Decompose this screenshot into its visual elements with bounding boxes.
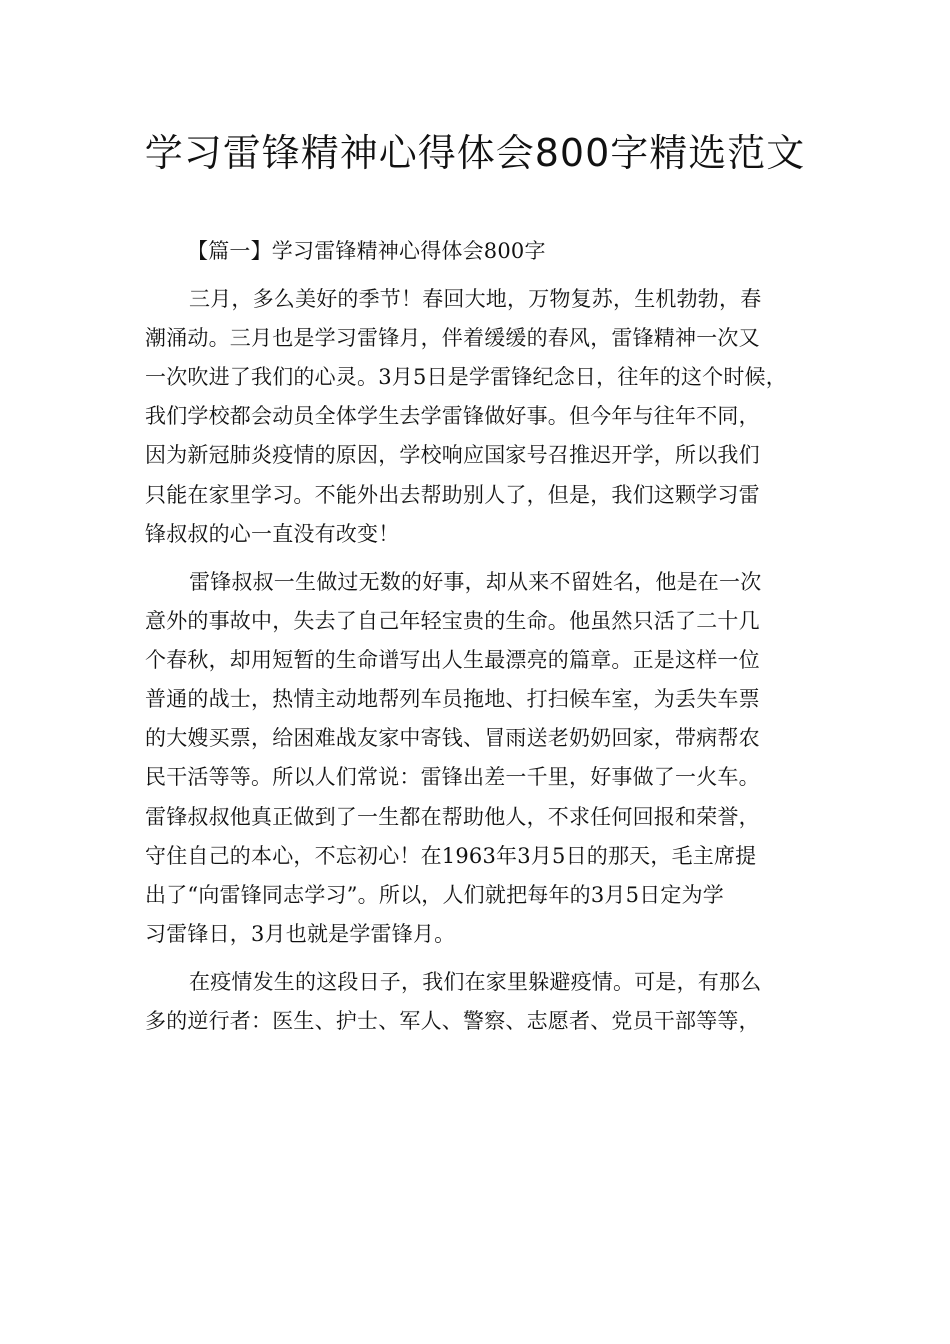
paragraph-line: 潮涌动。三月也是学习雷锋月，伴着缓缓的春风，雷锋精神一次又 [145, 325, 760, 350]
section-heading: 【篇一】学习雷锋精神心得体会800字 [187, 239, 546, 263]
document-title: 学习雷锋精神心得体会800字精选范文 [144, 131, 806, 175]
paragraph-line: 普通的战士，热情主动地帮列车员拖地、打扫候车室，为丢失车票 [145, 687, 760, 712]
paragraph-line: 一次吹进了我们的心灵。3月5日是学雷锋纪念日，往年的这个时候， [145, 365, 787, 390]
paragraph-line: 雷锋叔叔一生做过无数的好事，却从来不留姓名，他是在一次 [189, 569, 762, 594]
paragraph-line: 守住自己的本心，不忘初心！在1963年3月5日的那天，毛主席提 [145, 843, 757, 868]
document-body [145, 232, 813, 1041]
paragraph-line: 意外的事故中，失去了自己年轻宝贵的生命。他虽然只活了二十几 [145, 608, 760, 633]
paragraph-line: 因为新冠肺炎疫情的原因，学校响应国家号召推迟开学，所以我们 [145, 443, 760, 468]
paragraph-line: 习雷锋日，3月也就是学雷锋月。 [145, 922, 456, 947]
paragraph-line: 多的逆行者：医生、护士、军人、警察、志愿者、党员干部等等， [145, 1009, 760, 1034]
paragraph-line: 锋叔叔的心一直没有改变！ [145, 521, 400, 546]
paragraph-line: 个春秋，却用短暂的生命谱写出人生最漂亮的篇章。正是这样一位 [145, 647, 760, 672]
paragraph-line: 雷锋叔叔他真正做到了一生都在帮助他人，不求任何回报和荣誉， [145, 804, 760, 829]
paragraph-line: 民干活等等。所以人们常说：雷锋出差一千里，好事做了一火车。 [145, 765, 760, 790]
paragraph-line: 我们学校都会动员全体学生去学雷锋做好事。但今年与往年不同， [145, 404, 760, 429]
paragraph-line: 只能在家里学习。不能外出去帮助别人了，但是，我们这颗学习雷 [145, 482, 760, 507]
paragraph-line: 出了“向雷锋同志学习”。所以，人们就把每年的3月5日定为学 [145, 883, 724, 908]
paragraph-line: 在疫情发生的这段日子，我们在家里躲避疫情。可是，有那么 [189, 969, 762, 994]
paragraph-2 [145, 563, 813, 955]
paragraph-line: 的大嫂买票，给困难战友家中寄钱、冒雨送老奶奶回家，带病帮农 [145, 726, 760, 751]
paragraph-3 [145, 963, 813, 1041]
paragraph-1 [145, 280, 813, 554]
paragraph-line: 三月，多么美好的季节！春回大地，万物复苏，生机勃勃，春 [189, 286, 762, 311]
